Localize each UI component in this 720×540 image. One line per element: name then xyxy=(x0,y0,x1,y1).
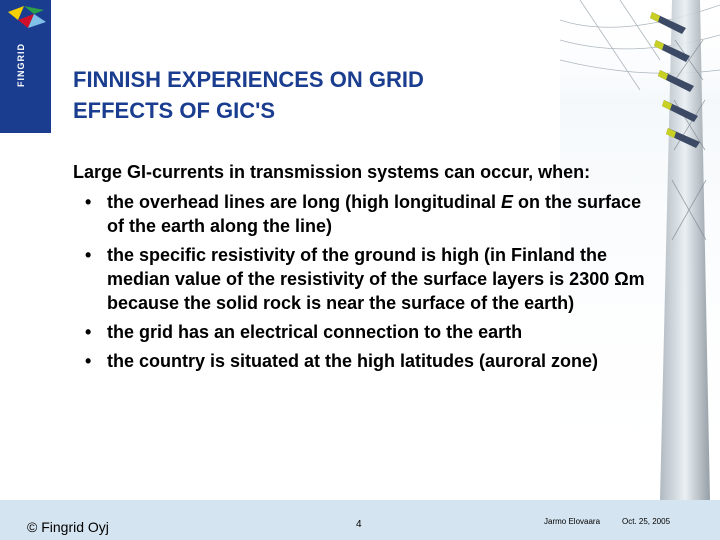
title-line-1: FINNISH EXPERIENCES ON GRID xyxy=(73,67,424,92)
list-item xyxy=(73,320,653,344)
brand-strip xyxy=(0,0,51,133)
bullet-emphasis: E xyxy=(501,192,514,212)
brand-wordmark: FINGRID xyxy=(16,43,26,87)
bullet-icon: • xyxy=(85,351,92,371)
list-item xyxy=(73,190,653,238)
slide-body xyxy=(73,160,653,378)
slide-footer xyxy=(0,500,720,540)
presentation-date: Oct. 25, 2005 xyxy=(622,517,671,526)
bullet-text: the country is situated at the high latitudes (auroral zone) xyxy=(107,351,599,371)
bullet-icon: • xyxy=(85,192,92,212)
list-item xyxy=(73,243,653,315)
copyright-text: © Fingrid Oyj xyxy=(27,519,109,535)
bullet-icon: • xyxy=(85,322,92,342)
page-number: 4 xyxy=(356,519,362,530)
author-name: Jarmo Elovaara xyxy=(544,517,601,526)
bullet-text: the grid has an electrical connection to the earth xyxy=(107,322,523,342)
bullet-text: the specific resistivity of the ground is high (in Finland the median value of the resistivity of the surface layers is 2300 Ωm because the solid rock is near the surface of the earth) xyxy=(107,245,645,313)
bullet-list xyxy=(73,190,653,373)
intro-text: Large GI-currents in transmission systems can occur, when: xyxy=(73,162,591,182)
title-line-2: EFFECTS OF GIC'S xyxy=(73,98,276,123)
bullet-text: on the surface of the earth along the line) xyxy=(107,192,642,236)
page-title xyxy=(73,64,573,126)
bullet-icon: • xyxy=(85,245,92,265)
bullet-text: the overhead lines are long (high longitudinal xyxy=(107,192,502,212)
list-item xyxy=(73,349,653,373)
